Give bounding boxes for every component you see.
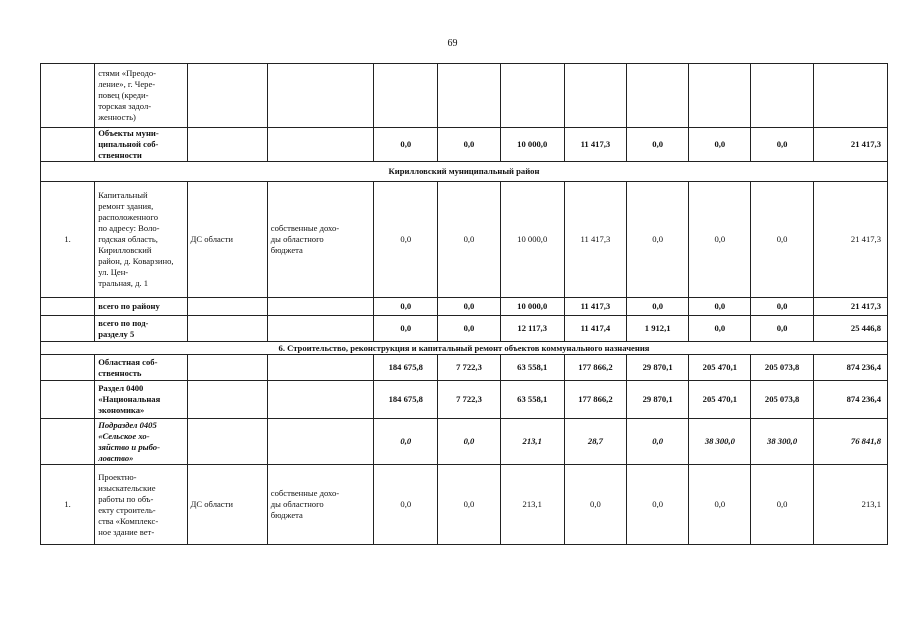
value-cell: 28,7 (564, 419, 626, 465)
table-row (41, 355, 888, 381)
row-number (41, 64, 95, 128)
value-cell (564, 64, 626, 128)
value-cell: 0,0 (627, 298, 689, 316)
value-cell: 0,0 (751, 128, 813, 162)
budget-table (40, 63, 888, 545)
row-number (41, 355, 95, 381)
customer (187, 419, 267, 465)
value-cell: 0,0 (374, 465, 438, 545)
funding-source (267, 355, 373, 381)
value-cell: 205 470,1 (689, 355, 751, 381)
object-name: Подраздел 0405 «Сельское хо- зяйство и рыбо- ловство» (95, 419, 187, 465)
customer: ДС области (187, 182, 267, 298)
object-name: Капитальный ремонт здания, расположенного по адресу: Воло- годская область, Кирилловский район, д. Коварзино, ул. Цен- тральная, д. 1 (95, 182, 187, 298)
value-cell: 213,1 (813, 465, 887, 545)
object-name: всего по под- разделу 5 (95, 316, 187, 342)
row-number (41, 316, 95, 342)
value-cell: 21 417,3 (813, 182, 887, 298)
object-name: стями «Преодо- ление», г. Чере- повец (креди- торская задол- женность) (95, 64, 187, 128)
row-number: 1. (41, 465, 95, 545)
value-cell: 0,0 (689, 316, 751, 342)
value-cell: 0,0 (689, 298, 751, 316)
value-cell: 177 866,2 (564, 355, 626, 381)
value-cell: 11 417,3 (564, 128, 626, 162)
value-cell: 0,0 (751, 316, 813, 342)
funding-source: собственные дохо- ды областного бюджета (267, 465, 373, 545)
value-cell (374, 64, 438, 128)
table-row (41, 298, 888, 316)
object-name: Областная соб- ственность (95, 355, 187, 381)
value-cell: 0,0 (438, 298, 500, 316)
customer (187, 64, 267, 128)
value-cell (438, 64, 500, 128)
value-cell: 874 236,4 (813, 355, 887, 381)
funding-source (267, 316, 373, 342)
value-cell: 0,0 (438, 182, 500, 298)
row-number (41, 298, 95, 316)
customer (187, 381, 267, 419)
table-row (41, 419, 888, 465)
value-cell: 76 841,8 (813, 419, 887, 465)
value-cell (500, 64, 564, 128)
row-number: 1. (41, 182, 95, 298)
table-row (41, 316, 888, 342)
value-cell: 0,0 (438, 419, 500, 465)
funding-source: собственные дохо- ды областного бюджета (267, 182, 373, 298)
value-cell: 0,0 (564, 465, 626, 545)
object-name: Проектно- изыскательские работы по объ- екту строитель- ства «Комплекс- ное здание вет- (95, 465, 187, 545)
value-cell: 11 417,3 (564, 182, 626, 298)
value-cell: 21 417,3 (813, 298, 887, 316)
section-row (41, 342, 888, 355)
funding-source (267, 298, 373, 316)
value-cell: 0,0 (374, 128, 438, 162)
value-cell: 184 675,8 (374, 355, 438, 381)
value-cell: 21 417,3 (813, 128, 887, 162)
section-row (41, 162, 888, 182)
value-cell: 0,0 (751, 465, 813, 545)
value-cell: 0,0 (438, 128, 500, 162)
value-cell: 0,0 (438, 316, 500, 342)
value-cell: 1 912,1 (627, 316, 689, 342)
funding-source (267, 128, 373, 162)
object-name: всего по району (95, 298, 187, 316)
value-cell: 0,0 (374, 298, 438, 316)
value-cell: 0,0 (438, 465, 500, 545)
value-cell: 0,0 (689, 128, 751, 162)
value-cell: 10 000,0 (500, 298, 564, 316)
value-cell: 0,0 (627, 419, 689, 465)
customer (187, 298, 267, 316)
value-cell: 177 866,2 (564, 381, 626, 419)
value-cell: 0,0 (689, 182, 751, 298)
value-cell: 38 300,0 (689, 419, 751, 465)
value-cell (689, 64, 751, 128)
section-title: 6. Строительство, реконструкция и капитальный ремонт объектов коммунального назначения (41, 342, 888, 355)
funding-source (267, 419, 373, 465)
value-cell: 63 558,1 (500, 381, 564, 419)
object-name: Объекты муни- ципальной соб- ственности (95, 128, 187, 162)
value-cell: 205 073,8 (751, 355, 813, 381)
value-cell: 11 417,4 (564, 316, 626, 342)
value-cell (813, 64, 887, 128)
customer (187, 316, 267, 342)
value-cell: 0,0 (627, 182, 689, 298)
customer (187, 355, 267, 381)
value-cell: 184 675,8 (374, 381, 438, 419)
row-number (41, 381, 95, 419)
value-cell: 38 300,0 (751, 419, 813, 465)
customer: ДС области (187, 465, 267, 545)
customer (187, 128, 267, 162)
value-cell: 213,1 (500, 419, 564, 465)
row-number (41, 128, 95, 162)
value-cell: 7 722,3 (438, 355, 500, 381)
value-cell: 0,0 (374, 419, 438, 465)
row-number (41, 419, 95, 465)
value-cell: 25 446,8 (813, 316, 887, 342)
value-cell: 7 722,3 (438, 381, 500, 419)
value-cell (751, 64, 813, 128)
value-cell: 0,0 (627, 128, 689, 162)
value-cell: 213,1 (500, 465, 564, 545)
table-row (41, 381, 888, 419)
value-cell: 0,0 (374, 316, 438, 342)
value-cell: 10 000,0 (500, 182, 564, 298)
table-row (41, 128, 888, 162)
value-cell: 29 870,1 (627, 355, 689, 381)
value-cell: 12 117,3 (500, 316, 564, 342)
value-cell: 63 558,1 (500, 355, 564, 381)
value-cell: 0,0 (751, 182, 813, 298)
object-name: Раздел 0400 «Национальная экономика» (95, 381, 187, 419)
table-row (41, 182, 888, 298)
value-cell: 29 870,1 (627, 381, 689, 419)
page-number: 69 (447, 38, 458, 49)
value-cell: 205 073,8 (751, 381, 813, 419)
value-cell: 10 000,0 (500, 128, 564, 162)
value-cell (627, 64, 689, 128)
value-cell: 874 236,4 (813, 381, 887, 419)
value-cell: 0,0 (689, 465, 751, 545)
funding-source (267, 64, 373, 128)
table-row (41, 465, 888, 545)
value-cell: 0,0 (751, 298, 813, 316)
value-cell: 205 470,1 (689, 381, 751, 419)
value-cell: 0,0 (627, 465, 689, 545)
funding-source (267, 381, 373, 419)
table-row (41, 64, 888, 128)
value-cell: 11 417,3 (564, 298, 626, 316)
value-cell: 0,0 (374, 182, 438, 298)
section-title: Кирилловский муниципальный район (41, 162, 888, 182)
